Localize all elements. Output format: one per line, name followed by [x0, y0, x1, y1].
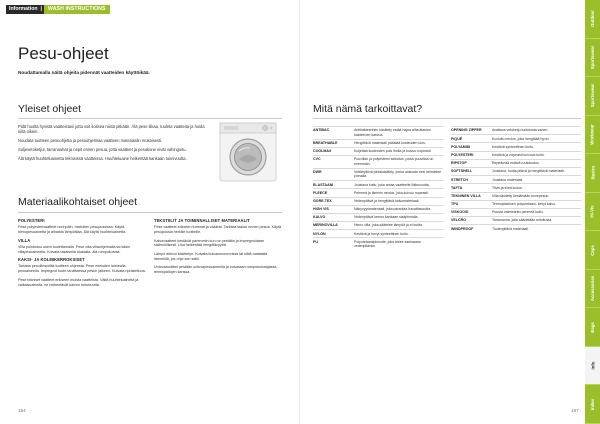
glossary-row	[451, 159, 581, 167]
glossary-description: Joustava kuitu, joka antaa vaatteelle liikkuvuutta.	[354, 182, 430, 187]
glossary-term: FLEECE	[313, 190, 328, 195]
glossary-column-left	[313, 126, 443, 250]
side-nav-label: Sportswear	[590, 45, 595, 70]
general-paragraph: Älä käytä huuhteluainetta teknisissä vaatteissa. Huuhteluaine heikentää kankaan toimivuutta.	[18, 155, 187, 161]
page-number-left: 184	[18, 408, 26, 413]
glossary-term: CVC	[313, 157, 321, 162]
glossary-term: POLYAMIDI	[451, 144, 471, 149]
side-nav-tab[interactable]	[585, 116, 600, 155]
glossary-description: Vedenpitävä ja hengittävä kalvomateriaali.	[354, 198, 420, 203]
glossary-description: Polyuretaanipinnoite, joka tekee kankaasta vedenpitävän.	[354, 239, 421, 249]
symbols-heading: Mitä nämä tarkoittavat?	[313, 103, 423, 115]
glossary-row	[451, 126, 581, 134]
material-text: Tarkista pesulämpötila tuotteen ohjeesta. Pese mieluiten laimealla pesuaineella. Impregnoi tuote tarvittaessa pesun jälkeen. Kuivata ripustettuna.	[18, 264, 146, 274]
glossary-term: POLYESTERI	[451, 152, 474, 157]
glossary-description: Hengittävä materiaali päästää kosteuden ulos.	[354, 140, 426, 145]
glossary-description: Näkyvyysmateriaali, joka parantaa havaittavuutta.	[354, 207, 432, 212]
glossary-row	[451, 134, 581, 142]
side-nav-label: Caps	[589, 244, 595, 256]
glossary-description: Termoplastinen polyuretaani, kevyt kalvo.	[492, 202, 557, 207]
glossary-description: Avattava vetoketju tuuletusta varten.	[492, 128, 549, 133]
materials-column-right	[154, 219, 282, 279]
glossary-description: Kestävä ja kevyt synteettinen kuitu.	[354, 231, 409, 236]
glossary-term: RIPSTOP	[451, 161, 467, 166]
glossary-row	[451, 142, 581, 150]
glossary-row	[451, 208, 581, 216]
glossary-column-right	[451, 126, 581, 232]
glossary-description: Joustava materiaali.	[492, 177, 524, 182]
glossary-term: COOLMAX	[313, 149, 332, 154]
glossary-term: OPENING ZIPPER	[451, 128, 482, 133]
glossary-term: HIGH VIS	[313, 207, 329, 212]
glossary-term: STRETCH	[451, 177, 468, 182]
general-paragraph: Noudata tuotteen pesuohjetta ja pesuohjelmaa vaatteen materiaalin mukaisesti.	[18, 138, 163, 144]
material-heading: TEKSTIILIT JA TOIMINNALLISET MATERIAALIT	[154, 218, 251, 223]
glossary-term: VISKOOSI	[451, 210, 469, 215]
materials-column-left	[18, 219, 146, 291]
side-nav-tab[interactable]	[585, 308, 600, 347]
material-text: Villa puhdistuu usein tuulettamalla. Pese villa villaohjelmalla tai käsin villapesuaineella. Kuivata tasaisella alustalla, älä rumpukuivaa.	[18, 244, 131, 254]
washing-machine-icon	[217, 121, 279, 183]
general-paragraph: Suljevetoketjut, tarranauhat ja nepit ennen pesua, jotta vaatteet ja pesukone eivät vahingoitu.	[18, 146, 187, 152]
glossary-row	[451, 167, 581, 175]
material-heading: VILLA	[18, 237, 31, 243]
material-text: Pese tekniset vaatteet erikseen muista vaatteista. Vältä huuhteluaineita ja valkaisuaineita, ne heikentävät kalvon toimivuutta.	[18, 277, 139, 287]
glossary-description: Vettähylkivä pintakäsittely, jonka ansiosta vesi helmeilee pinnalla.	[354, 169, 442, 179]
glossary-term: DWR	[313, 169, 322, 174]
glossary-description: Tuulenpitävä materiaali.	[492, 226, 530, 231]
side-nav-tab[interactable]	[585, 193, 600, 232]
page-title: Pesu-ohjeet	[18, 44, 109, 63]
header-category: Information	[6, 5, 41, 14]
glossary-description: Repeämää estävä ruutukudos.	[492, 161, 540, 166]
glossary-term: WINDPROOF	[451, 226, 474, 231]
glossary-term: SOFTSHELL	[451, 169, 473, 174]
materials-heading: Materiaalikohtaiset ohjeet	[18, 196, 138, 208]
glossary-row	[313, 180, 443, 188]
side-nav-label: Index	[589, 398, 595, 410]
general-heading: Yleiset ohjeet	[18, 103, 82, 115]
glossary-term: PIQUÉ	[451, 136, 463, 141]
glossary-description: Vedenpitävä kerros kankaan sisäpinnalla.	[354, 215, 419, 220]
side-nav-tab[interactable]	[585, 347, 600, 386]
glossary-description: Tiivis ja sileä kudos.	[492, 185, 523, 190]
glossary-row	[313, 126, 443, 139]
glossary-term: NYLON	[313, 231, 326, 236]
side-navigation	[585, 0, 600, 424]
glossary-row	[313, 197, 443, 205]
side-nav-tab[interactable]	[585, 0, 600, 39]
glossary-row	[313, 168, 443, 181]
side-nav-label: Info	[590, 361, 595, 370]
side-nav-label: Accessories	[590, 275, 596, 302]
side-nav-tab[interactable]	[585, 154, 600, 193]
glossary-row	[313, 205, 443, 213]
section-header-tag	[6, 5, 110, 14]
glossary-description: Kestävä ja nopeasti kuivuva kuitu.	[492, 152, 545, 157]
material-text: Untuvatuotteet pestään untuvapesuaineella ja kuivataan rumpukuivaajassa tennispallojen kanssa.	[154, 265, 277, 275]
glossary-term: PU	[313, 239, 318, 244]
glossary-term: ELASTAANI	[313, 182, 334, 187]
glossary-description: Tarranauha, jolla säädetään mitoitusta.	[492, 218, 553, 223]
side-nav-tab[interactable]	[585, 270, 600, 309]
header-separator: |	[40, 6, 42, 12]
material-heading: POLYESTERI	[18, 218, 45, 223]
glossary-row	[313, 221, 443, 229]
glossary-term: KALVO	[313, 215, 326, 220]
side-nav-label: Hi-Vis	[589, 205, 595, 218]
material-heading: KAKSI- JA KOLMIKERROKSISET	[18, 257, 85, 263]
material-text: Kalvovaatteet kestävät paremmin kun ne pestään ja impregnoidaan säännöllisesti. Lika heikentää hengittävyyttä.	[154, 238, 265, 248]
glossary-term: ANTIBAC	[313, 128, 330, 133]
glossary-row	[451, 192, 581, 200]
material-text: Pese polyesterivaatteet nurinpäin, mieluiten pesupussissa. Käytä hienopesuainetta ja alhaista lämpötilaa. Älä käytä huuhteluainetta.	[18, 225, 127, 234]
glossary-term: TEKNINEN VILLA	[451, 193, 481, 198]
intro-text: Noudattamalla näitä ohjeita pidennät vaatteiden käyttöikää.	[18, 70, 150, 75]
glossary-description: Villa käsitelty kestämään konepesun.	[492, 193, 550, 198]
glossary-row	[313, 147, 443, 155]
glossary-description: Kuljettaa kosteuden pois iholta ja kuivuu nopeasti.	[354, 149, 432, 154]
general-paragraph: Pidä huolta hyvistä vaatteistasi jotta voit iloitsea niistä pitkään. Älä pese liikaa, tuuleta vaatteita ja hoida niitä oikein.	[18, 124, 205, 135]
glossary-row	[451, 200, 581, 208]
page-number-right: 187	[571, 408, 579, 413]
glossary-term: TPU	[451, 202, 459, 207]
right-page	[300, 0, 600, 424]
side-nav-label: Workwear	[590, 124, 595, 145]
material-text: Lämpö aktivoi käsittelyn. Kuivata kuivausrummussa tai silitä matalalla lämmöllä, jos ohje sen sallii.	[154, 251, 268, 261]
header-section: WASH INSTRUCTIONS	[44, 5, 110, 14]
glossary-term: VELCRO	[451, 218, 466, 223]
glossary-description: Hieno villa, joka säätelee lämpöä ja ei kutita.	[354, 223, 423, 228]
divider	[313, 118, 581, 119]
glossary-description: Puuvillan ja polyesterin sekoitus, jossa puuvillaa on enemmän.	[354, 157, 434, 166]
divider	[18, 118, 282, 119]
side-nav-label: Outdoor	[590, 10, 596, 28]
glossary-row	[313, 213, 443, 221]
glossary-row	[313, 188, 443, 196]
glossary-row	[313, 155, 443, 168]
side-nav-tab[interactable]	[585, 77, 600, 116]
material-text: Pese vaatteet erikseen tummat ja vaaleat. Tarkista taskut ennen pesua. Käytä pesupussia herkille tuotteille.	[154, 225, 282, 234]
glossary-description: Antibakteerinen käsittely estää hajua aiheuttavien bakteerien kasvua.	[354, 128, 431, 137]
side-nav-label: Basics	[589, 166, 595, 180]
side-nav-tab[interactable]	[585, 231, 600, 270]
glossary-term: GORE-TEX	[313, 198, 332, 203]
side-nav-tab[interactable]	[585, 385, 600, 424]
glossary-description: Puusta valmistettu pehmeä kuitu.	[492, 210, 544, 215]
glossary-row	[451, 175, 581, 183]
glossary-description: Pehmeä ja lämmin neulos, joka kuivuu nopeasti.	[354, 190, 429, 195]
glossary-row	[313, 139, 443, 147]
glossary-row	[451, 183, 581, 191]
glossary-term: MERINOVILLA	[313, 223, 338, 228]
glossary-term: BREATHABLE	[313, 140, 338, 145]
side-nav-label: Sportswear	[590, 84, 595, 108]
side-nav-label: Bags	[589, 321, 595, 333]
glossary-term: TAFTA	[451, 185, 463, 190]
divider	[18, 212, 282, 213]
glossary-row	[451, 224, 581, 232]
glossary-row	[313, 237, 443, 250]
glossary-description: Joustava, tuulta pitävä ja hengittävä materiaali.	[492, 169, 565, 174]
glossary-row	[451, 216, 581, 224]
general-instructions	[18, 124, 208, 164]
glossary-row	[313, 229, 443, 237]
glossary-description: Kestävä synteettinen kuitu.	[492, 144, 534, 149]
side-nav-tab[interactable]	[585, 39, 600, 78]
glossary-description: Kuvioitu neulos, joka hengittää hyvin.	[492, 136, 550, 141]
glossary-row	[451, 151, 581, 159]
